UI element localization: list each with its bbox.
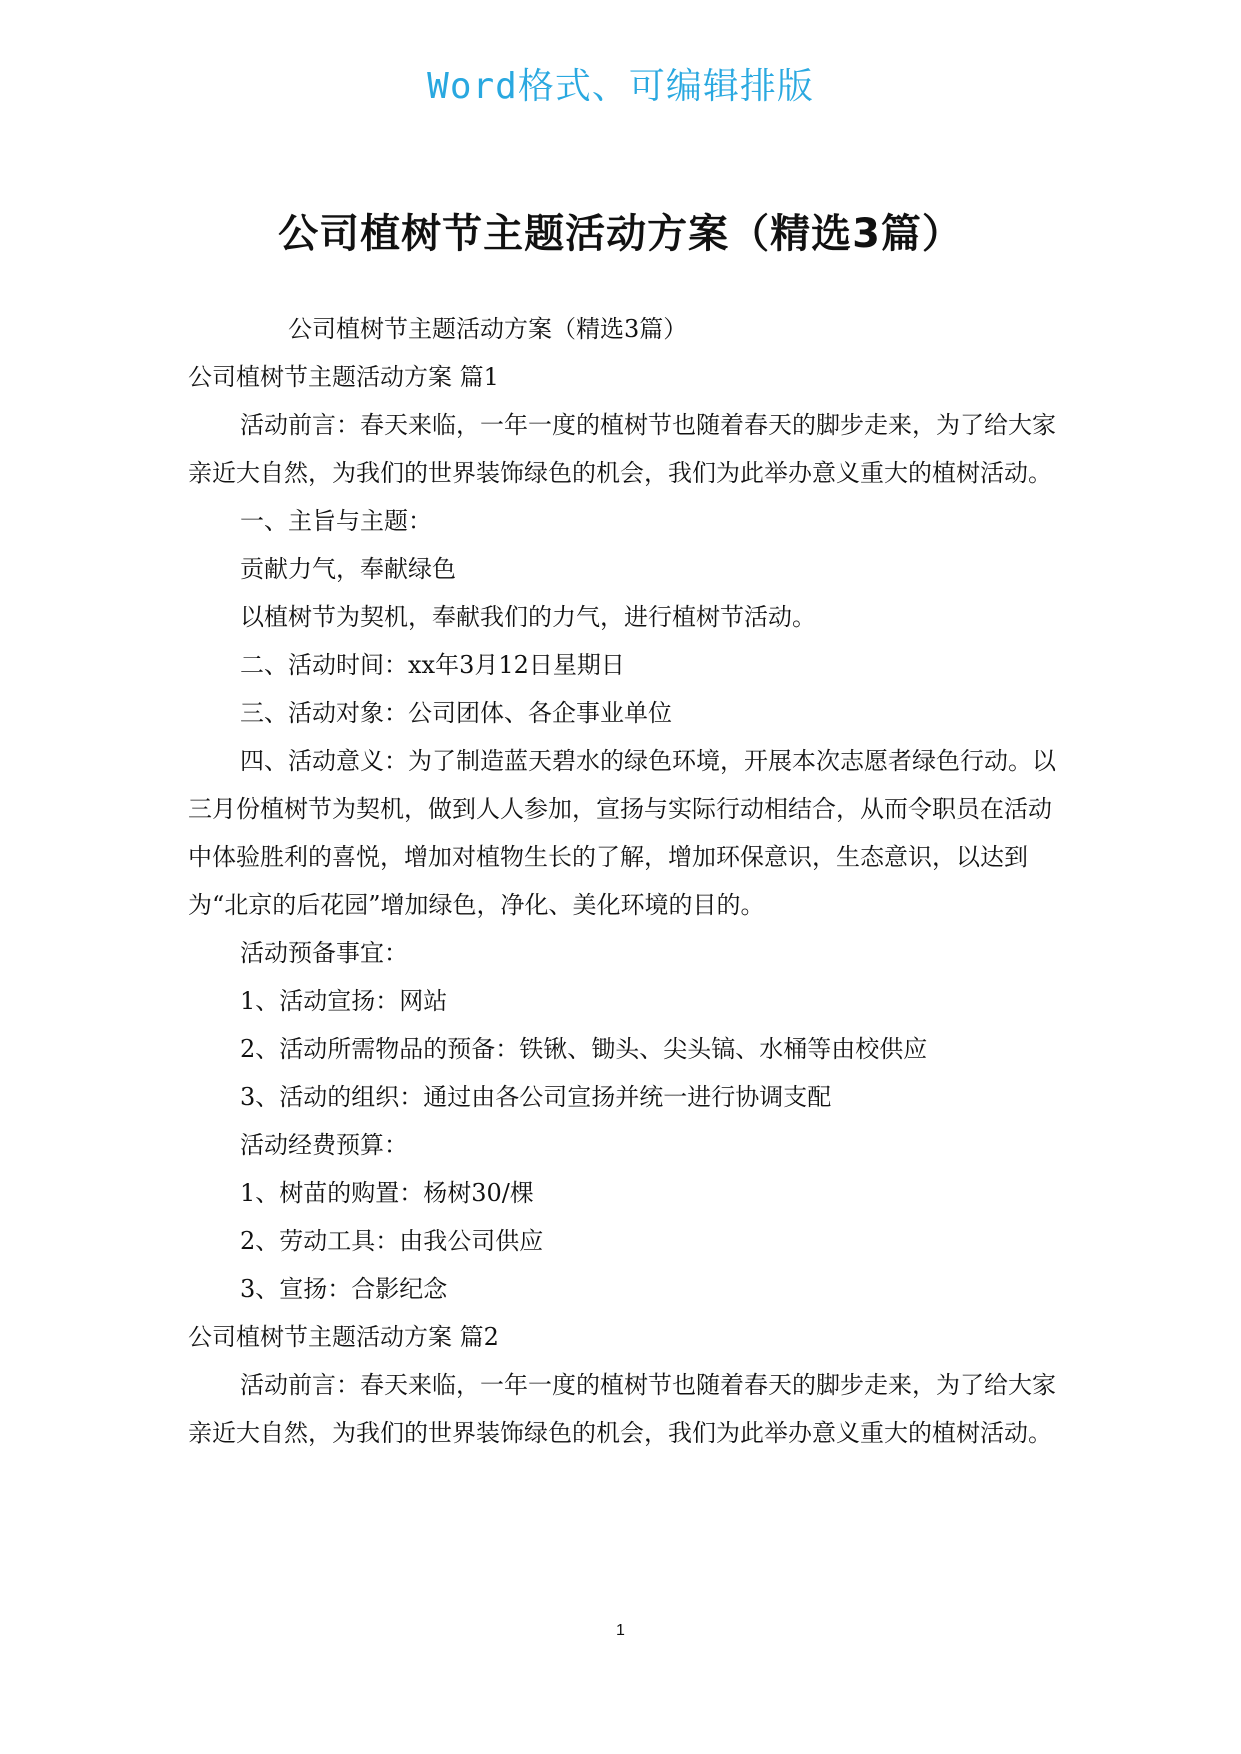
budget-item: 1、树苗的购置：杨树30/棵: [240, 1179, 534, 1207]
budget-item: 3、宣扬：合影纪念: [240, 1275, 448, 1303]
section-heading-1: 公司植树节主题活动方案 篇1: [188, 363, 499, 391]
preparation-item: 1、活动宣扬：网站: [240, 987, 448, 1015]
theme-slogan: 贡献力气，奉献绿色: [240, 555, 456, 583]
theme-description: 以植树节为契机，奉献我们的力气，进行植树节活动。: [240, 603, 816, 631]
activity-target: 三、活动对象：公司团体、各企事业单位: [240, 699, 672, 727]
budget-heading: 活动经费预算：: [240, 1131, 408, 1159]
section2-intro-paragraph: 活动前言：春天来临，一年一度的植树节也随着春天的脚步走来，为了给大家亲近大自然，为我们的世界装饰绿色的机会，我们为此举办意义重大的植树活动。: [188, 1371, 1056, 1447]
theme-heading: 一、主旨与主题：: [240, 507, 432, 535]
preparation-heading: 活动预备事宜：: [240, 939, 408, 967]
budget-item: 2、劳动工具：由我公司供应: [240, 1227, 544, 1255]
document-body: [188, 305, 1068, 1457]
activity-significance: 四、活动意义：为了制造蓝天碧水的绿色环境，开展本次志愿者绿色行动。以三月份植树节为契机，做到人人参加，宣扬与实际行动相结合，从而令职员在活动中体验胜利的喜悦，增加对植物生长的了解，增加环保意识，生态意识，以达到为“北京的后花园”增加绿色，净化、美化环境的目的。: [188, 747, 1056, 919]
activity-time: 二、活动时间：xx年3月12日星期日: [240, 651, 625, 679]
preparation-item: 3、活动的组织：通过由各公司宣扬并统一进行协调支配: [240, 1083, 832, 1111]
section1-intro-paragraph: 活动前言：春天来临，一年一度的植树节也随着春天的脚步走来，为了给大家亲近大自然，为我们的世界装饰绿色的机会，我们为此举办意义重大的植树活动。: [188, 411, 1056, 487]
word-format-banner: Word格式、可编辑排版: [427, 66, 814, 107]
preparation-item: 2、活动所需物品的预备：铁锹、锄头、尖头镐、水桶等由校供应: [240, 1035, 928, 1063]
document-title: 公司植树节主题活动方案（精选3篇）: [278, 211, 963, 257]
page-number: 1: [616, 1622, 625, 1639]
section-heading-2: 公司植树节主题活动方案 篇2: [188, 1323, 499, 1351]
document-subtitle: 公司植树节主题活动方案（精选3篇）: [288, 315, 688, 343]
